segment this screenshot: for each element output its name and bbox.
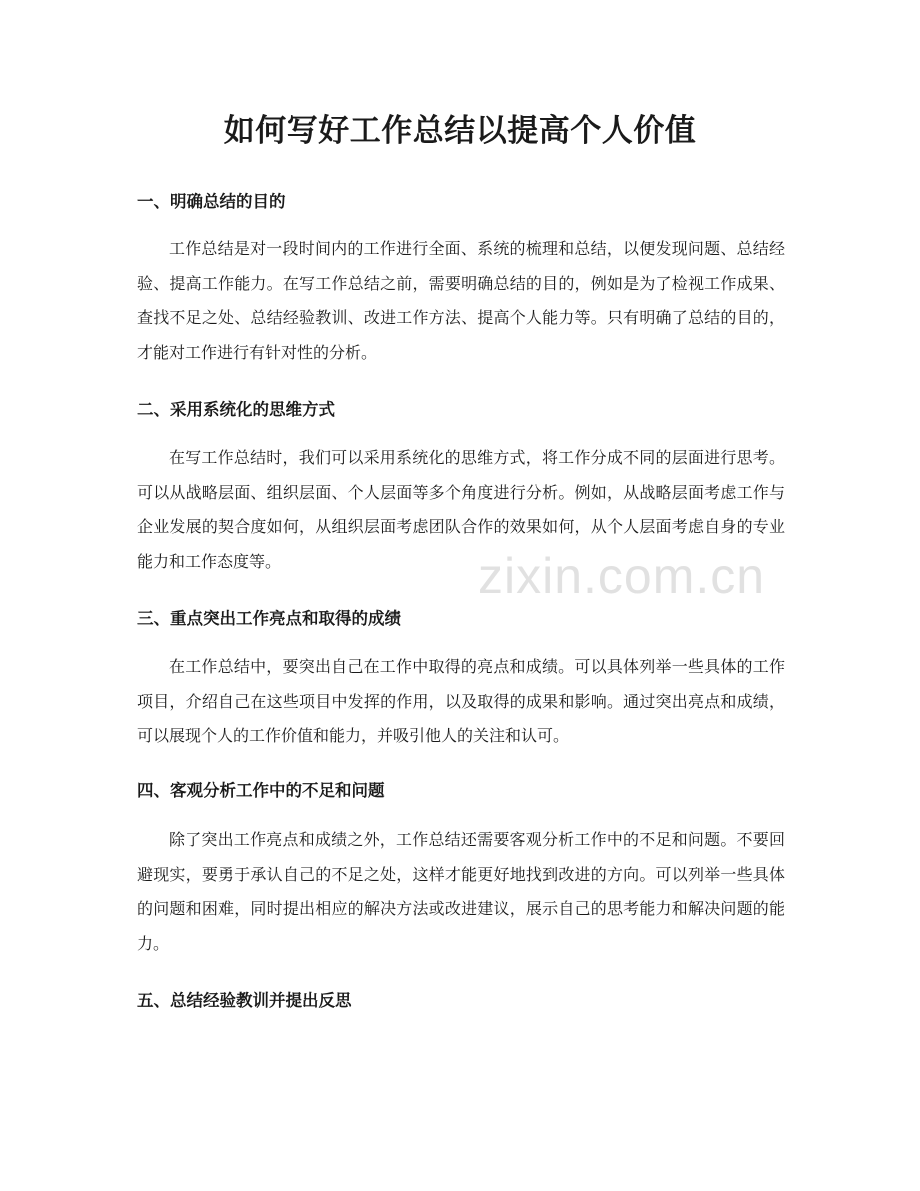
section-1-paragraph: 工作总结是对一段时间内的工作进行全面、系统的梳理和总结，以便发现问题、总结经验、提高工作能力。在写工作总结之前，需要明确总结的目的，例如是为了检视工作成果、查找不足之处、总结经验教训、改进工作方法、提高个人能力等。只有明确了总结的目的，才能对工作进行有针对性的分析。 [137,239,785,362]
section-5-heading: 五、总结经验教训并提出反思 [137,991,352,1010]
section-4-heading: 四、客观分析工作中的不足和问题 [137,781,385,800]
section-4-paragraph: 除了突出工作亮点和成绩之外，工作总结还需要客观分析工作中的不足和问题。不要回避现实，要勇于承认自己的不足之处，这样才能更好地找到改进的方向。可以列举一些具体的问题和困难，同时提出相应的解决方法或改进建议，展示自己的思考能力和解决问题的能力。 [137,830,785,953]
watermark: zixin.com.cn [478,548,766,604]
section-3-paragraph: 在工作总结中，要突出自己在工作中取得的亮点和成绩。可以具体列举一些具体的工作项目，介绍自己在这些项目中发挥的作用，以及取得的成果和影响。通过突出亮点和成绩，可以展现个人的工作价值和能力，并吸引他人的关注和认可。 [137,657,785,745]
section-3-heading: 三、重点突出工作亮点和取得的成绩 [137,609,401,628]
section-1-heading: 一、明确总结的目的 [137,192,286,211]
section-2-paragraph: 在写工作总结时，我们可以采用系统化的思维方式，将工作分成不同的层面进行思考。可以从战略层面、组织层面、个人层面等多个角度进行分析。例如，从战略层面考虑工作与企业发展的契合度如何，从组织层面考虑团队合作的效果如何，从个人层面考虑自身的专业能力和工作态度等。 [137,448,785,571]
section-2-heading: 二、采用系统化的思维方式 [137,400,335,419]
document-title: 如何写好工作总结以提高个人价值 [223,113,697,149]
